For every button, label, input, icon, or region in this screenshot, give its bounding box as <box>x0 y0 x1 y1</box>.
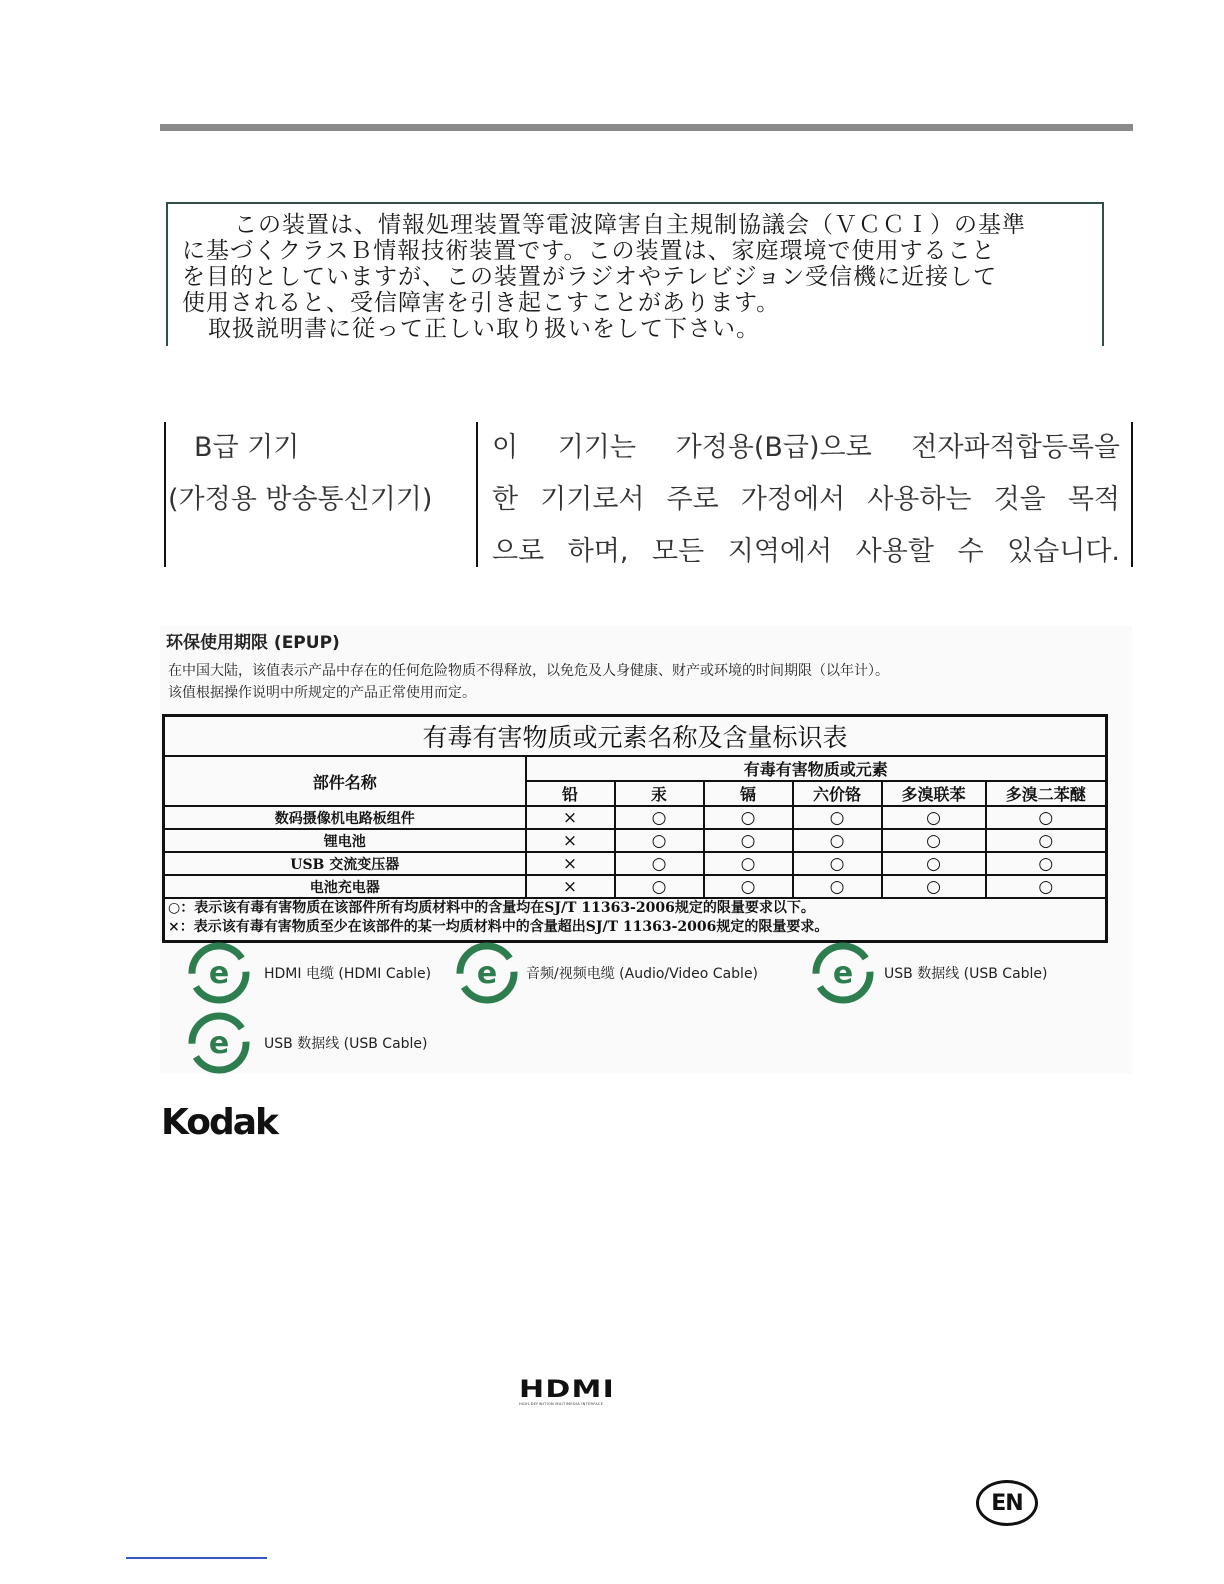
epup-label: USB 数据线 (USB Cable) <box>264 1036 428 1052</box>
korean-desc-line-3: 으로 하며, 모든 지역에서 사용할 수 있습니다. <box>492 536 1120 567</box>
epup-label: USB 数据线 (USB Cable) <box>884 966 1048 982</box>
table-row <box>164 829 1107 852</box>
mark-cell: ○ <box>986 806 1107 829</box>
mark-cell: ○ <box>882 829 986 852</box>
mark-cell: × <box>526 829 615 852</box>
substance-header: 镉 <box>704 781 793 806</box>
mark-cell: ○ <box>793 806 882 829</box>
substance-header: 汞 <box>615 781 704 806</box>
epup-item <box>188 942 431 1004</box>
mark-cell: ○ <box>615 829 704 852</box>
part-name: 电池充电器 <box>164 875 526 898</box>
hdmi-logo-tagline: HIGH-DEFINITION MULTIMEDIA INTERFACE <box>519 1402 604 1406</box>
substance-header: 多溴联苯 <box>882 781 986 806</box>
mark-cell: ○ <box>882 806 986 829</box>
epup-heading: 环保使用期限 (EPUP) <box>166 633 340 653</box>
svg-text:e: e <box>832 956 854 991</box>
hdmi-logo <box>519 1375 616 1406</box>
mark-cell: ○ <box>882 875 986 898</box>
table-note-cross: ×：表示该有毒有害物质至少在该部件的某一均质材料中的含量超出SJ/T 11363-2006规定的限量要求。 <box>164 918 1107 942</box>
mark-cell: ○ <box>704 806 793 829</box>
mark-cell: ○ <box>986 875 1107 898</box>
korean-notice-divider <box>476 422 478 567</box>
korean-class-line-1: B급 기기 <box>194 432 300 463</box>
substance-header: 六价铬 <box>793 781 882 806</box>
vcci-line-3: を目的としていますが、この装置がラジオやテレビジョン受信機に近接して <box>182 264 998 290</box>
substance-group-header: 有毒有害物质或元素 <box>526 756 1107 781</box>
epup-paragraph-1: 在中国大陆，该值表示产品中存在的任何危险物质不得释放，以免危及人身健康、财产或环境的时间期限（以年计）。 <box>168 663 889 679</box>
svg-text:e: e <box>208 956 230 991</box>
mark-cell: ○ <box>793 852 882 875</box>
epup-recycle-icon <box>188 1012 250 1074</box>
kodak-logo: Kodak <box>161 1102 277 1143</box>
hazardous-substance-table <box>162 714 1108 943</box>
mark-cell: ○ <box>793 829 882 852</box>
vcci-line-2: に基づくクラスＢ情報技術装置です。この装置は、家庭環境で使用すること <box>182 238 996 264</box>
mark-cell: ○ <box>704 829 793 852</box>
epup-label: 音频/视频电缆 (Audio/Video Cable) <box>526 966 759 982</box>
svg-text:e: e <box>476 956 498 991</box>
epup-item <box>188 1012 428 1074</box>
vcci-line-1: この装置は、情報処理装置等電波障害自主規制協議会（ＶＣＣＩ）の基準 <box>234 212 1026 238</box>
epup-recycle-icon <box>188 942 250 1004</box>
table-note-circle: ○：表示该有毒有害物质在该部件所有均质材料中的含量均在SJ/T 11363-2006规定的限量要求以下。 <box>164 898 1107 918</box>
substance-header: 铅 <box>526 781 615 806</box>
svg-text:e: e <box>208 1026 230 1061</box>
mark-cell: ○ <box>882 852 986 875</box>
korean-class-label <box>168 422 468 526</box>
mark-cell: ○ <box>704 875 793 898</box>
part-name: USB 交流变压器 <box>164 852 526 875</box>
table-row <box>164 852 1107 875</box>
hdmi-logo-text: HDMI <box>519 1375 616 1403</box>
mark-cell: × <box>526 852 615 875</box>
mark-cell: ○ <box>986 829 1107 852</box>
mark-cell: ○ <box>615 852 704 875</box>
epup-recycle-icon <box>812 942 874 1004</box>
epup-label: HDMI 电缆 (HDMI Cable) <box>264 966 432 982</box>
epup-item <box>812 942 1048 1004</box>
language-badge: EN <box>976 1480 1038 1526</box>
footer-link-underline[interactable] <box>126 1557 267 1559</box>
korean-class-line-2: (가정용 방송통신기기) <box>168 484 433 515</box>
mark-cell: × <box>526 875 615 898</box>
korean-description <box>492 422 1120 578</box>
part-name-header: 部件名称 <box>164 756 526 806</box>
part-name: 数码摄像机电路板组件 <box>164 806 526 829</box>
mark-cell: ○ <box>615 806 704 829</box>
epup-paragraph-2: 该值根据操作说明中所规定的产品正常使用而定。 <box>168 685 476 701</box>
mark-cell: ○ <box>704 852 793 875</box>
part-name: 锂电池 <box>164 829 526 852</box>
table-row <box>164 806 1107 829</box>
korean-desc-line-1: 이 기기는 가정용(B급)으로 전자파적합등록을 <box>492 432 1120 463</box>
vcci-line-4: 使用されると、受信障害を引き起こすことがあります。 <box>182 290 781 316</box>
korean-desc-line-2: 한 기기로서 주로 가정에서 사용하는 것을 목적 <box>492 484 1120 515</box>
mark-cell: ○ <box>793 875 882 898</box>
header-rule <box>160 124 1133 131</box>
epup-item <box>456 942 758 1004</box>
mark-cell: ○ <box>615 875 704 898</box>
table-row <box>164 875 1107 898</box>
epup-recycle-icon <box>456 942 518 1004</box>
vcci-line-5: 取扱説明書に従って正しい取り扱いをして下さい。 <box>208 316 760 342</box>
vcci-notice <box>166 202 1104 346</box>
substance-header: 多溴二苯醚 <box>986 781 1107 806</box>
mark-cell: ○ <box>986 852 1107 875</box>
mark-cell: × <box>526 806 615 829</box>
table-title: 有毒有害物质或元素名称及含量标识表 <box>164 716 1107 757</box>
